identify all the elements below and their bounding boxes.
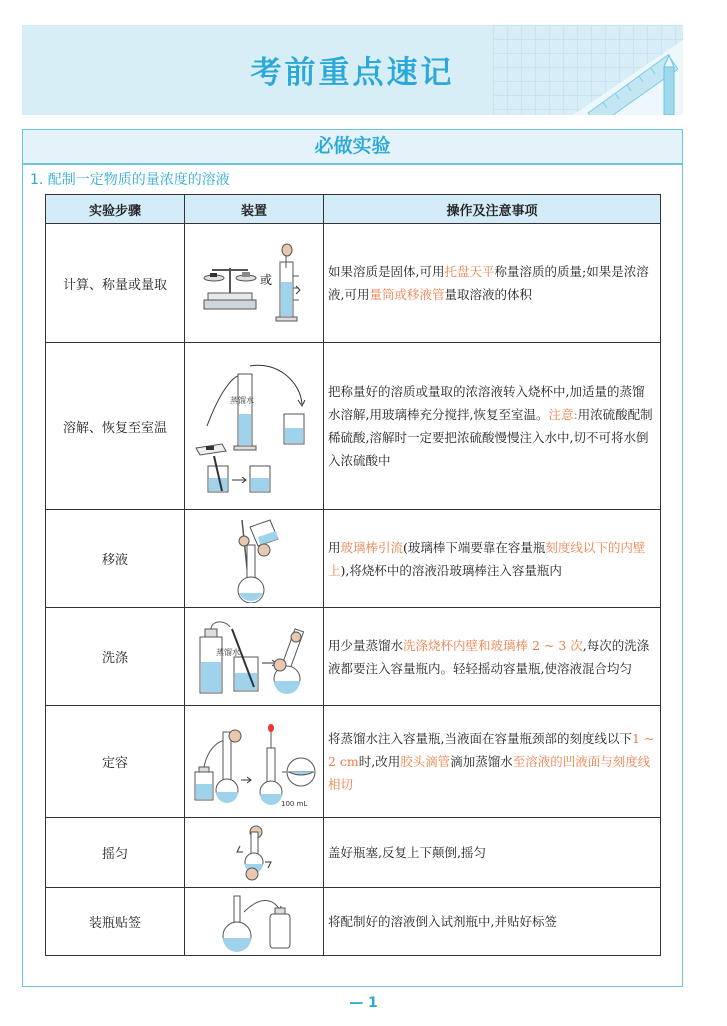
note-text: 称量溶质的质量;如果是浓溶液,可用 (328, 264, 649, 302)
header-step: 实验步骤 (46, 195, 185, 224)
note-text: 用少量蒸馏水 (328, 637, 404, 653)
page-header (22, 25, 683, 115)
note-text: 盖好瓶塞,反复上下颠倒,摇匀 (328, 845, 486, 860)
step-cell: 定容 (46, 706, 185, 818)
device-label: 蒸馏水 (215, 647, 240, 657)
note-cell (324, 510, 661, 608)
page-number: — 1 (349, 995, 378, 1011)
note-cell (324, 818, 661, 888)
highlight-text: 玻璃棒引流 (340, 539, 404, 555)
note-cell (324, 343, 661, 510)
highlight-text: 洗涤烧杯内壁和玻璃棒 2 ~ 3 次 (403, 637, 583, 653)
note-cell (324, 608, 661, 706)
note-text: 量取溶液的体积 (444, 287, 533, 302)
step-cell: 计算、称量或量取 (46, 224, 185, 343)
page-title: 考前重点速记 (250, 55, 455, 91)
note-text: 如果溶质是固体,可用 (328, 264, 445, 279)
table-row (46, 224, 661, 343)
note-text: (玻璃棒下端要靠在容量瓶 (403, 539, 546, 555)
header-notes: 操作及注意事项 (324, 195, 661, 224)
highlight-text: 至溶液的凹液面与刻度线相切 (328, 754, 651, 792)
bottle-label-icon (204, 892, 304, 952)
note-text: 用 (328, 539, 341, 555)
step-cell: 洗涤 (46, 608, 185, 706)
step-cell: 摇匀 (46, 818, 185, 888)
note-text: ),将烧杯中的溶液沿玻璃棒注入容量瓶内 (340, 562, 562, 578)
highlight-text: 托盘天平 (444, 264, 495, 279)
highlight-text: 量筒或移液管 (369, 287, 445, 302)
note-cell (324, 224, 661, 343)
table-row (46, 888, 661, 956)
balance-cylinder-icon (192, 238, 317, 328)
highlight-text: 1 ~ 2 cm (328, 731, 655, 769)
device-cell (185, 510, 324, 608)
step-cell: 移液 (46, 510, 185, 608)
note-text: ,每次的洗涤液都要注入容量瓶内。轻轻摇动容量瓶,使溶液混合均匀 (328, 637, 650, 676)
device-cell (185, 224, 324, 343)
table-row (46, 608, 661, 706)
fix-volume-icon (189, 714, 319, 809)
experiment-table (45, 194, 661, 956)
dissolve-icon (192, 356, 317, 496)
table-row (46, 510, 661, 608)
device-label: 蒸馏水 (229, 396, 254, 405)
note-text: 将蒸馏水注入容量瓶,当液面在容量瓶颈部的刻度线以下 (328, 731, 632, 746)
shake-flask-icon (224, 822, 284, 884)
note-cell (324, 888, 661, 956)
or-label: 或 (259, 273, 272, 287)
wash-icon (192, 617, 317, 697)
highlight-text: 胶头滴管 (400, 754, 451, 769)
device-cell (185, 608, 324, 706)
table-header-row (46, 195, 661, 224)
highlight-text: 刻度线以下的内壁上 (328, 539, 646, 578)
table-row (46, 818, 661, 888)
step-cell: 装瓶贴签 (46, 888, 185, 956)
table-row (46, 706, 661, 818)
device-cell (185, 818, 324, 888)
flask-volume-label: 100 mL (281, 800, 308, 808)
experiment-title: 1. 配制一定物质的量浓度的溶液 (30, 172, 230, 188)
section-heading: 必做实验 (23, 130, 682, 163)
note-text: 滴加蒸馏水 (450, 754, 513, 769)
device-cell (185, 343, 324, 510)
note-text: 将配制好的溶液倒入试剂瓶中,并贴好标签 (328, 914, 557, 929)
table-row (46, 343, 661, 510)
note-cell (324, 706, 661, 818)
highlight-text: 注意: (548, 407, 578, 422)
note-text: 把称量好的溶质或量取的浓溶液转入烧杯中,加适量的蒸馏水溶解,用玻璃棒充分搅拌,恢复至室温。 (328, 384, 645, 422)
device-cell (185, 706, 324, 818)
section-divider (22, 163, 683, 165)
note-text: 时,改用 (358, 754, 401, 769)
note-text: 用浓硫酸配制稀硫酸,溶解时一定要把浓硫酸慢慢注入水中,切不可将水倒入浓硫酸中 (328, 407, 653, 468)
header-device: 装置 (185, 195, 324, 224)
device-cell (185, 888, 324, 956)
transfer-flask-icon (192, 515, 317, 603)
step-cell: 溶解、恢复至室温 (46, 343, 185, 510)
